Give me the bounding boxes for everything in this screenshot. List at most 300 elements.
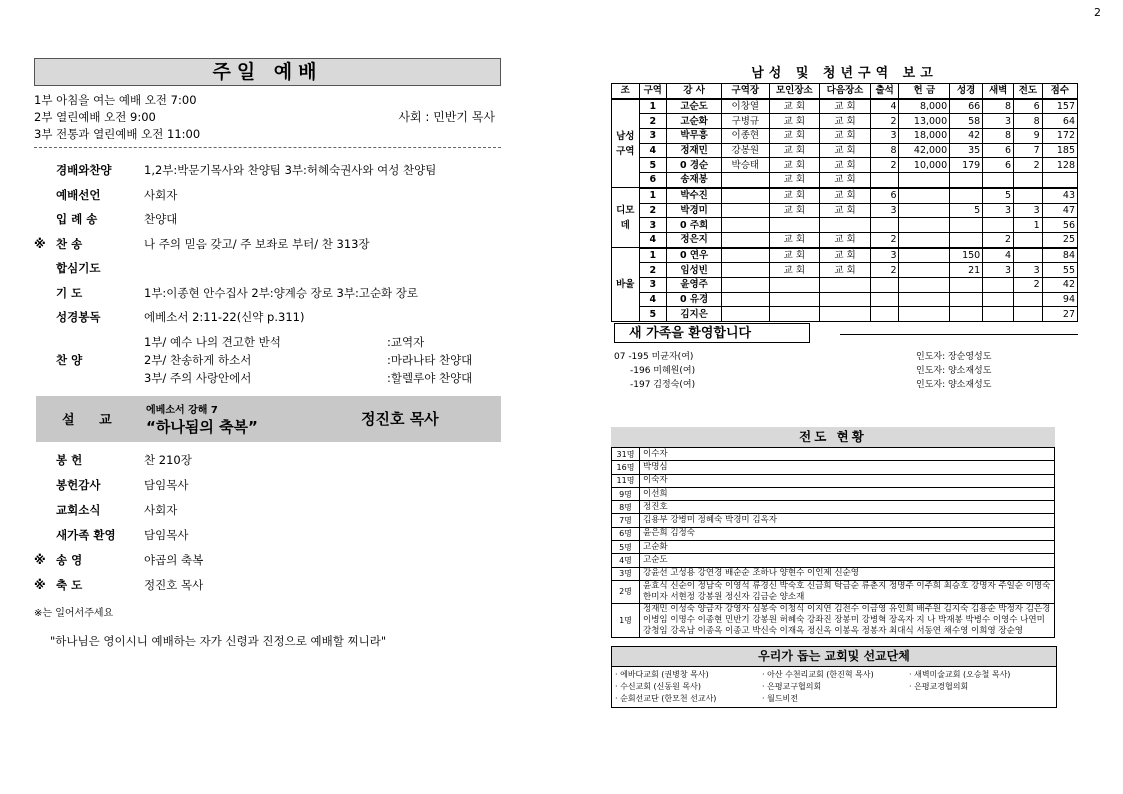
stand-mark: ※ [34,553,46,567]
table-cell: 185 [1042,143,1077,158]
mission-item: · 새벽미술교회 (오승철 목사) [909,670,1011,679]
names-cell: 이숙자 [640,474,1055,487]
table-cell: 2 [870,263,899,278]
names-cell: 정진호 [640,501,1055,514]
count-cell: 2명 [612,580,640,603]
table-cell: 송재봉 [667,173,722,188]
table-cell: 42 [950,129,983,144]
table-row [612,158,1078,173]
table-cell: 교 회 [820,203,871,218]
table-row [612,567,1055,580]
order-content: 사회자 [144,187,178,202]
welcome-entry [614,349,1078,363]
sermon-label: 설 교 [62,413,122,428]
table-cell: 이종현 [722,129,769,144]
table-row [612,218,1078,233]
order-label: 입 례 송 [56,212,98,227]
table-cell [1014,248,1043,263]
sermon-title: “하나됨의 축복” [146,417,258,436]
table-row [612,114,1078,129]
table-cell: 교 회 [769,158,820,173]
order-item [34,256,501,281]
table-cell: 3 [1014,263,1043,278]
table-cell: 교 회 [820,114,871,129]
table-row [612,129,1078,144]
order-content: 찬 210장 [144,453,192,467]
table-cell: 1 [1014,218,1043,233]
column-header: 다음장소 [820,84,871,99]
worship-title: 주일 예배 [34,58,501,86]
table-cell: 6 [639,173,667,188]
table-cell: 교 회 [769,114,820,129]
table-cell [722,277,769,292]
order-item [34,448,501,473]
order-content: 1부:이종현 안수집사 2부:양계승 장로 3부:고순화 장로 [144,285,419,300]
table-cell: 3 [639,129,667,144]
table-cell: 4 [639,232,667,247]
table-cell: 교 회 [769,173,820,188]
mission-item: · 에바다교회 (권병창 목사) [615,670,709,679]
mission-item: · 월드비전 [762,694,798,703]
order-label: 봉 헌 [56,453,83,467]
table-cell [722,263,769,278]
table-cell: 6 [983,158,1014,173]
names-cell: 이선희 [640,487,1055,500]
table-cell: 8 [983,99,1014,114]
welcome-section [614,322,1078,391]
stand-mark: ※ [34,236,46,251]
order-item [34,158,501,183]
mission-item: · 아산 수천리교회 (한진혁 목사) [762,670,874,679]
order-label: 경배와찬양 [56,163,112,178]
table-cell: 0 경순 [667,158,722,173]
column-header: 구역 [639,84,667,99]
table-cell: 교 회 [820,99,871,114]
table-cell [950,277,983,292]
count-cell: 4명 [612,554,640,567]
table-cell: 2 [870,158,899,173]
count-cell: 6명 [612,527,640,540]
table-cell: 1 [639,188,667,203]
guide: 인도자: 양소재성도 [916,366,992,376]
table-cell: 128 [1042,158,1077,173]
table-cell: 35 [950,143,983,158]
table-row [612,580,1055,603]
count-cell: 7명 [612,514,640,527]
table-cell: 3 [870,248,899,263]
missions-title: 우리가 돕는 교회및 선교단체 [612,647,1056,667]
table-cell: 2 [639,114,667,129]
table-row [612,461,1055,474]
order-item [34,473,501,498]
table-cell: 66 [950,99,983,114]
table-row [612,203,1078,218]
names-cell: 강윤선 고성용 강연경 배순순 조하나 양현수 이인제 신순영 [640,567,1055,580]
table-cell [722,188,769,203]
table-cell [983,292,1014,307]
table-cell [722,248,769,263]
order-content: 사회자 [144,503,178,517]
table-cell [820,307,871,322]
table-cell [722,218,769,233]
table-cell [983,173,1014,188]
new-member: -196 미혜원(여) [630,366,696,376]
table-row [612,487,1055,500]
praise-song: 2부/ 찬송하게 하소서 [144,352,252,367]
table-cell: 18,000 [899,129,950,144]
table-cell: 박무흥 [667,129,722,144]
table-cell: 교 회 [769,232,820,247]
table-cell [950,292,983,307]
column-header: 구역장 [722,84,769,99]
names-cell: 박명심 [640,461,1055,474]
group-name: 남성구역 [612,99,640,188]
table-cell [950,173,983,188]
table-cell: 47 [1042,203,1077,218]
table-cell: 교 회 [769,248,820,263]
table-cell: 179 [950,158,983,173]
order-label: 송 영 [56,553,83,567]
table-cell: 58 [950,114,983,129]
order-item [34,232,501,257]
column-header: 출석 [870,84,899,99]
table-row [612,99,1078,114]
table-cell: 94 [1042,292,1077,307]
order-item [34,207,501,232]
table-cell: 21 [950,263,983,278]
table-cell: 6 [983,143,1014,158]
table-cell: 고순화 [667,114,722,129]
count-cell: 8명 [612,501,640,514]
table-cell [899,292,950,307]
table-cell [950,218,983,233]
table-row [612,448,1055,461]
table-cell: 2 [639,263,667,278]
table-cell: 5 [950,203,983,218]
table-cell: 교 회 [769,188,820,203]
table-cell: 4 [870,99,899,114]
count-cell: 9명 [612,487,640,500]
table-cell: 교 회 [820,158,871,173]
table-cell: 교 회 [769,99,820,114]
table-cell: 157 [1042,99,1077,114]
table-cell: 교 회 [769,129,820,144]
table-cell [870,173,899,188]
table-cell [1042,173,1077,188]
column-header: 조 [612,84,640,99]
table-cell: 3 [639,218,667,233]
order-item [34,498,501,523]
table-cell: 0 주희 [667,218,722,233]
column-header: 점수 [1042,84,1077,99]
table-cell: 7 [1014,143,1043,158]
table-cell [1014,232,1043,247]
order-item [34,305,501,330]
table-cell [870,292,899,307]
table-cell: 4 [983,248,1014,263]
order-item [34,548,501,573]
table-cell: 13,000 [899,114,950,129]
order-label: 찬 송 [56,236,83,251]
column-header: 헌 금 [899,84,950,99]
table-cell [983,218,1014,233]
order-item [34,523,501,548]
table-cell: 2 [870,232,899,247]
table-cell: 박경미 [667,203,722,218]
order-of-worship [34,158,501,330]
table-row [612,541,1055,554]
table-cell: 교 회 [820,173,871,188]
district-report [611,62,1078,322]
table-cell: 4 [639,292,667,307]
order-content: 1,2부:박문기목사와 찬양팀 3부:허혜숙권사와 여성 찬양팀 [144,163,437,178]
table-cell: 25 [1042,232,1077,247]
table-cell: 5 [639,307,667,322]
table-cell [769,277,820,292]
order-content: 찬양대 [144,212,178,227]
welcome-entry [614,363,1078,377]
table-cell: 박승태 [722,158,769,173]
sermon-reference: 에베소서 강해 7 [146,404,218,416]
welcome-entry [614,377,1078,391]
sermon-box [36,396,501,442]
names-cell: 고순화 [640,541,1055,554]
names-cell: 윤은희 김정숙 [640,527,1055,540]
table-row [612,232,1078,247]
table-cell [870,307,899,322]
table-cell: 0 연우 [667,248,722,263]
table-row [612,307,1078,322]
table-row [612,263,1078,278]
order-of-worship-closing [34,448,501,598]
table-cell: 교 회 [769,263,820,278]
table-cell: 교 회 [769,143,820,158]
table-cell: 10,000 [899,158,950,173]
praise-choir: :마라나타 찬양대 [387,352,473,367]
table-cell: 3 [983,203,1014,218]
table-cell [899,277,950,292]
order-item [34,281,501,306]
praise-choir: :할렐루야 찬양대 [387,370,473,385]
table-cell [899,248,950,263]
count-cell: 11명 [612,474,640,487]
table-cell: 강봉원 [722,143,769,158]
table-row [612,277,1078,292]
table-row [612,292,1078,307]
count-cell: 1명 [612,603,640,637]
table-cell: 박수진 [667,188,722,203]
table-cell: 8 [983,129,1014,144]
table-cell: 2 [639,203,667,218]
table-cell: 43 [1042,188,1077,203]
table-cell: 구병규 [722,114,769,129]
report-table [611,83,1078,322]
table-cell: 교 회 [769,203,820,218]
table-row [612,143,1078,158]
worship-leader: 사회 : 민반기 목사 [398,110,495,124]
count-cell: 16명 [612,461,640,474]
table-cell [870,277,899,292]
table-cell: 교 회 [820,143,871,158]
guide: 인도자: 양소재성도 [916,380,992,390]
table-cell [870,218,899,233]
column-header: 모인장소 [769,84,820,99]
table-row [612,527,1055,540]
table-cell [899,232,950,247]
evangelism-title: 전도 현황 [611,427,1055,447]
table-cell: 3 [870,203,899,218]
table-cell: 84 [1042,248,1077,263]
column-header: 전도 [1014,84,1043,99]
table-cell: 27 [1042,307,1077,322]
order-label: 합심기도 [56,261,101,276]
table-cell [722,203,769,218]
order-content: 정진호 목사 [144,578,204,592]
table-cell: 임성빈 [667,263,722,278]
table-cell [1014,173,1043,188]
divider [34,147,501,148]
mission-item: · 수신교회 (신동원 목사) [615,682,701,691]
order-label: 교회소식 [56,503,101,517]
table-cell [950,188,983,203]
table-cell: 55 [1042,263,1077,278]
column-header: 새벽 [983,84,1014,99]
mission-item: · 은평교구협의회 [762,682,822,691]
table-cell: 1 [639,248,667,263]
group-name: 디모데 [612,188,640,248]
welcome-title: 새 가족을 환영합니다 [614,323,810,343]
table-row [612,173,1078,188]
order-content: 담임목사 [144,528,189,542]
table-cell [769,218,820,233]
table-cell: 교 회 [820,248,871,263]
table-cell: 56 [1042,218,1077,233]
table-cell [722,292,769,307]
table-cell: 교 회 [820,188,871,203]
names-cell: 윤효식 신순이 정남숙 이영석 류경신 박숙호 신금희 탁금순 류춘지 정명주 이주희 최승호 강명자 주일순 이명숙 한미자 서현정 강봉원 정신자 김금순 양소재 [640,580,1055,603]
page-number: 2 [1094,6,1101,19]
table-cell: 윤영주 [667,277,722,292]
order-label: 예배선언 [56,187,101,202]
table-row [612,248,1078,263]
table-row [612,554,1055,567]
table-cell [722,173,769,188]
service-time: 1부 아침을 여는 예배 오전 7:00 [34,93,197,107]
closing-verse: "하나님은 영이시니 예배하는 자가 신령과 진정으로 예배할 찌니라" [50,633,387,648]
table-cell [1014,307,1043,322]
service-times [34,92,501,143]
group-name: 바울 [612,248,640,322]
table-cell [722,232,769,247]
table-cell: 3 [983,263,1014,278]
table-cell: 8 [1014,114,1043,129]
table-cell: 3 [639,277,667,292]
table-cell: 1 [639,99,667,114]
table-cell: 교 회 [820,232,871,247]
count-cell: 5명 [612,541,640,554]
table-cell: 6 [1014,99,1043,114]
names-cell: 고순도 [640,554,1055,567]
table-cell: 교 회 [820,129,871,144]
order-label: 성경봉독 [56,310,101,325]
table-cell: 교 회 [820,263,871,278]
table-cell: 6 [870,188,899,203]
table-cell [820,218,871,233]
column-header: 강 사 [667,84,722,99]
mission-item: · 순회선교단 (한모천 선교사) [615,694,717,703]
table-cell [1014,188,1043,203]
table-cell [899,307,950,322]
count-cell: 31명 [612,448,640,461]
table-cell: 0 유경 [667,292,722,307]
praise-item [34,330,501,390]
order-item [34,573,501,598]
guide: 인도자: 장순영성도 [916,352,992,362]
order-item [34,183,501,208]
table-cell [722,307,769,322]
table-cell [899,263,950,278]
table-cell: 150 [950,248,983,263]
table-cell: 5 [639,158,667,173]
table-row [612,603,1055,637]
standing-note: ※는 일어서주세요 [34,607,114,619]
table-cell: 2 [1014,158,1043,173]
order-content: 나 주의 믿음 갖고/ 주 보좌로 부터/ 찬 313장 [144,236,370,251]
table-cell: 2 [870,114,899,129]
table-row [612,501,1055,514]
table-cell: 3 [870,129,899,144]
report-title: 남성 및 청년구역 보고 [751,66,938,81]
table-cell [899,218,950,233]
column-header: 성경 [950,84,983,99]
table-row [612,514,1055,527]
mission-item: · 은평교경협의회 [909,682,969,691]
order-label: 축 도 [56,578,83,592]
evangelism-table [611,447,1055,638]
table-cell [983,277,1014,292]
table-cell: 정재민 [667,143,722,158]
evangelism-section [611,427,1055,638]
praise-song: 3부/ 주의 사랑안에서 [144,370,252,385]
praise-song: 1부/ 예수 나의 견고한 반석 [144,334,281,349]
worship-section [34,58,501,649]
names-cell: 김용부 강병미 정혜숙 박경미 김옥자 [640,514,1055,527]
new-member: -197 김정숙(여) [630,380,696,390]
table-cell: 4 [639,143,667,158]
table-cell: 64 [1042,114,1077,129]
table-cell: 2 [1014,277,1043,292]
table-cell: 5 [983,188,1014,203]
divider [840,334,1078,335]
table-cell: 42 [1042,277,1077,292]
order-label: 봉헌감사 [56,478,101,492]
table-cell [769,292,820,307]
table-cell [899,203,950,218]
order-content: 담임목사 [144,478,189,492]
table-cell: 김지은 [667,307,722,322]
table-cell: 9 [1014,129,1043,144]
stand-mark: ※ [34,578,46,592]
table-cell [983,307,1014,322]
table-cell [950,232,983,247]
table-cell [769,307,820,322]
table-row [612,474,1055,487]
names-cell: 정재민 이성숙 양금자 강영자 심봉숙 이청식 이지연 김전수 이금영 유인희 배주원 김지숙 김용순 박정자 김은경 이병임 이명수 이종현 민반기 강봉원 허혜숙 강좌진 장봉미 강병혁 장옥자 지 나 박재봉 박병수 이영수 나연미 강청임 강옥남 이종옥 이종고 박신숙 이재옥 정신옥 이봉옥 정봉자 최대식 서동연 채수영 이희영 장순영 [640,603,1055,637]
order-content: 야곱의 축복 [144,553,204,567]
table-cell: 8,000 [899,99,950,114]
missions-section [611,646,1057,708]
service-time: 3부 전통과 열린예배 오전 11:00 [34,127,201,141]
